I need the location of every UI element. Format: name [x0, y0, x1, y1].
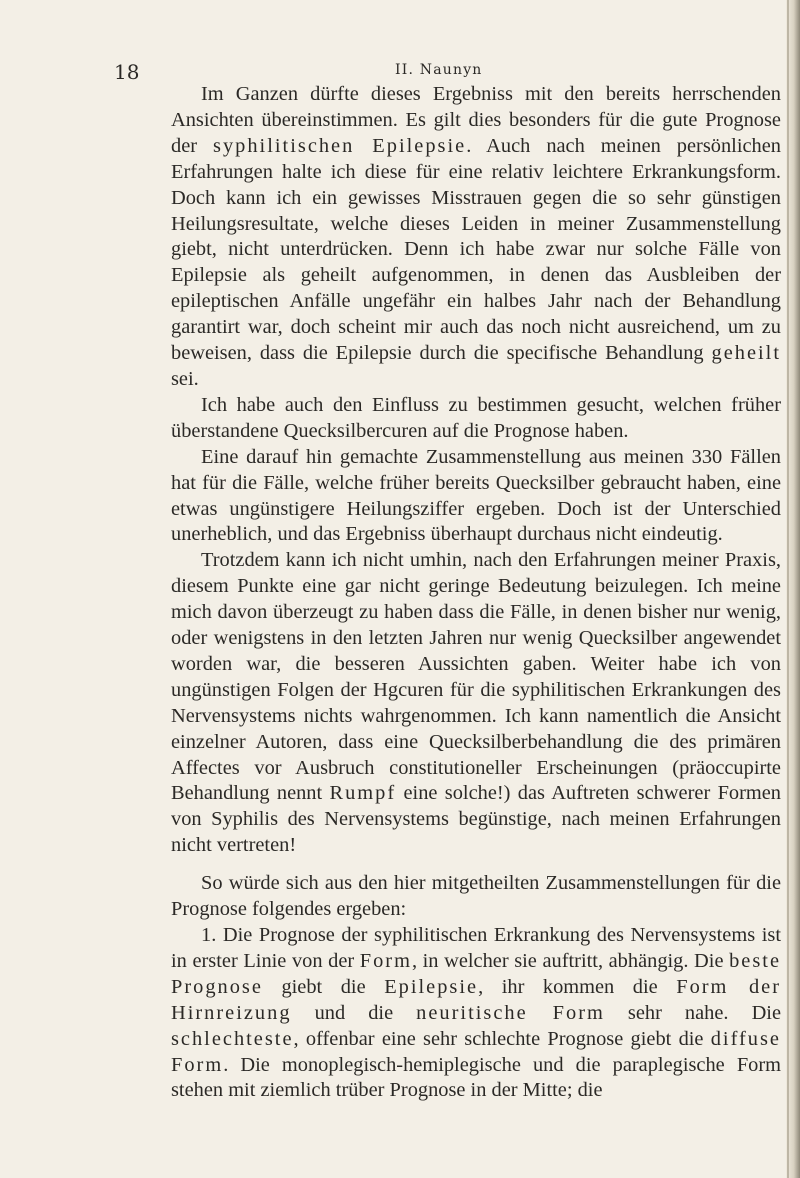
page-number: 18	[114, 60, 140, 84]
spaced-emphasis: Epilepsie	[384, 975, 479, 998]
text-run: giebt die	[262, 975, 385, 998]
running-head: II. Naunyn	[395, 62, 483, 78]
text-run: , in welcher sie auftritt, abhängig. Die	[411, 949, 730, 972]
text-run: und die	[291, 1001, 417, 1024]
paragraph	[171, 82, 781, 393]
text-run: sehr nahe. Die	[604, 1001, 782, 1024]
text-run: So würde sich aus den hier mitgetheilten Zusammenstellungen für die Prognose folgendes ergeben:	[171, 872, 781, 921]
text-run: sei.	[171, 367, 199, 390]
spaced-emphasis: neuritische Form	[416, 1001, 605, 1024]
paragraph	[171, 445, 781, 549]
text-run: Trotzdem kann ich nicht umhin, nach den Erfahrungen meiner Praxis, diesem Punkte eine gar nicht geringe Bedeutung beizulegen. Ich meine mich davon überzeugt zu haben dass die Fälle, in denen bisher nur wenig, oder wenigstens in den letzten Jahren nur wenig Quecksilber angewendet worden war, die besseren Aussichten gaben. Weiter habe ich von ungünstigen Folgen der Hgcuren für die syphilitischen Erkrankungen des Nervensystems nichts wahrgenommen. Ich kann namentlich die Ansicht einzelner Autoren, dass eine Quecksilberbehandlung die des primären Affectes vor Ausbruch constitutioneller Erscheinungen (präoccupirte Behandlung nennt	[171, 549, 781, 805]
spaced-emphasis: Rumpf	[329, 782, 397, 805]
page-header	[0, 60, 800, 82]
spaced-emphasis: diffuse Form	[171, 1027, 781, 1076]
text-run: Im Ganzen dürfte dieses Ergebniss mit den bereits herrschenden Ansichten übereinstimmen. Es gilt dies besonders für die gute Prognose der	[171, 83, 781, 157]
paragraph	[171, 393, 781, 445]
paragraph	[171, 923, 781, 1104]
spaced-emphasis: Form	[359, 949, 412, 972]
text-run: . Die monoplegisch-hemiplegische und die paraplegische Form stehen mit ziemlich trüber Prognose in der Mitte; die	[171, 1053, 781, 1102]
spaced-emphasis: geheilt	[711, 342, 781, 365]
spaced-emphasis: schlechteste	[171, 1027, 294, 1050]
text-run: Ich habe auch den Einfluss zu bestimmen gesucht, welchen früher überstandene Quecksilbercuren auf die Prognose haben.	[171, 393, 781, 442]
spaced-emphasis: Form der Hirnreizung	[171, 975, 781, 1024]
paragraph	[171, 548, 781, 859]
text-run: eine solche!) das Auftreten schwerer Formen von Syphilis des Nervensystems begünstige, nach meinen Erfahrungen nicht vertreten!	[171, 782, 781, 857]
text-run: Eine darauf hin gemachte Zusammenstellung aus meinen 330 Fällen hat für die Fälle, welche früher bereits Quecksilber gebraucht haben, eine etwas ungünstigere Heilungsziffer ergeben. Doch ist der Unterschied unerheblich, und das Ergebniss überhaupt durchaus nicht eindeutig.	[171, 445, 781, 546]
page-edge-line	[787, 0, 789, 1178]
spaced-emphasis: beste Prognose	[171, 949, 781, 998]
spaced-emphasis: syphilitischen Epilepsie	[213, 134, 467, 157]
text-run: . Auch nach meinen persönlichen Erfahrungen halte ich diese für eine relativ leichtere Erkrankungsform. Doch kann ich ein gewisses Misstrauen gegen die so sehr günstigen Heilungsresultate, welche dieses Leiden in meiner Zusammenstellung giebt, nicht unterdrücken. Denn ich habe zwar nur solche Fälle von Epilepsie als geheilt aufgenommen, in denen das Ausbleiben der epileptischen Anfälle ungefähr ein halbes Jahr nach der Behandlung garantirt war, doch scheint mir auch das noch nicht ausreichend, um zu beweisen, dass die Epilepsie durch die specifische Behandlung	[171, 134, 781, 365]
text-run: , offenbar eine sehr schlechte Prognose giebt die	[293, 1027, 711, 1050]
text-run: 1. Die Prognose der syphilitischen Erkrankung des Nervensystems ist in erster Linie von der	[171, 924, 781, 972]
body-text	[171, 82, 781, 1104]
text-run: , ihr kommen die	[478, 975, 677, 998]
paragraph	[171, 871, 781, 923]
